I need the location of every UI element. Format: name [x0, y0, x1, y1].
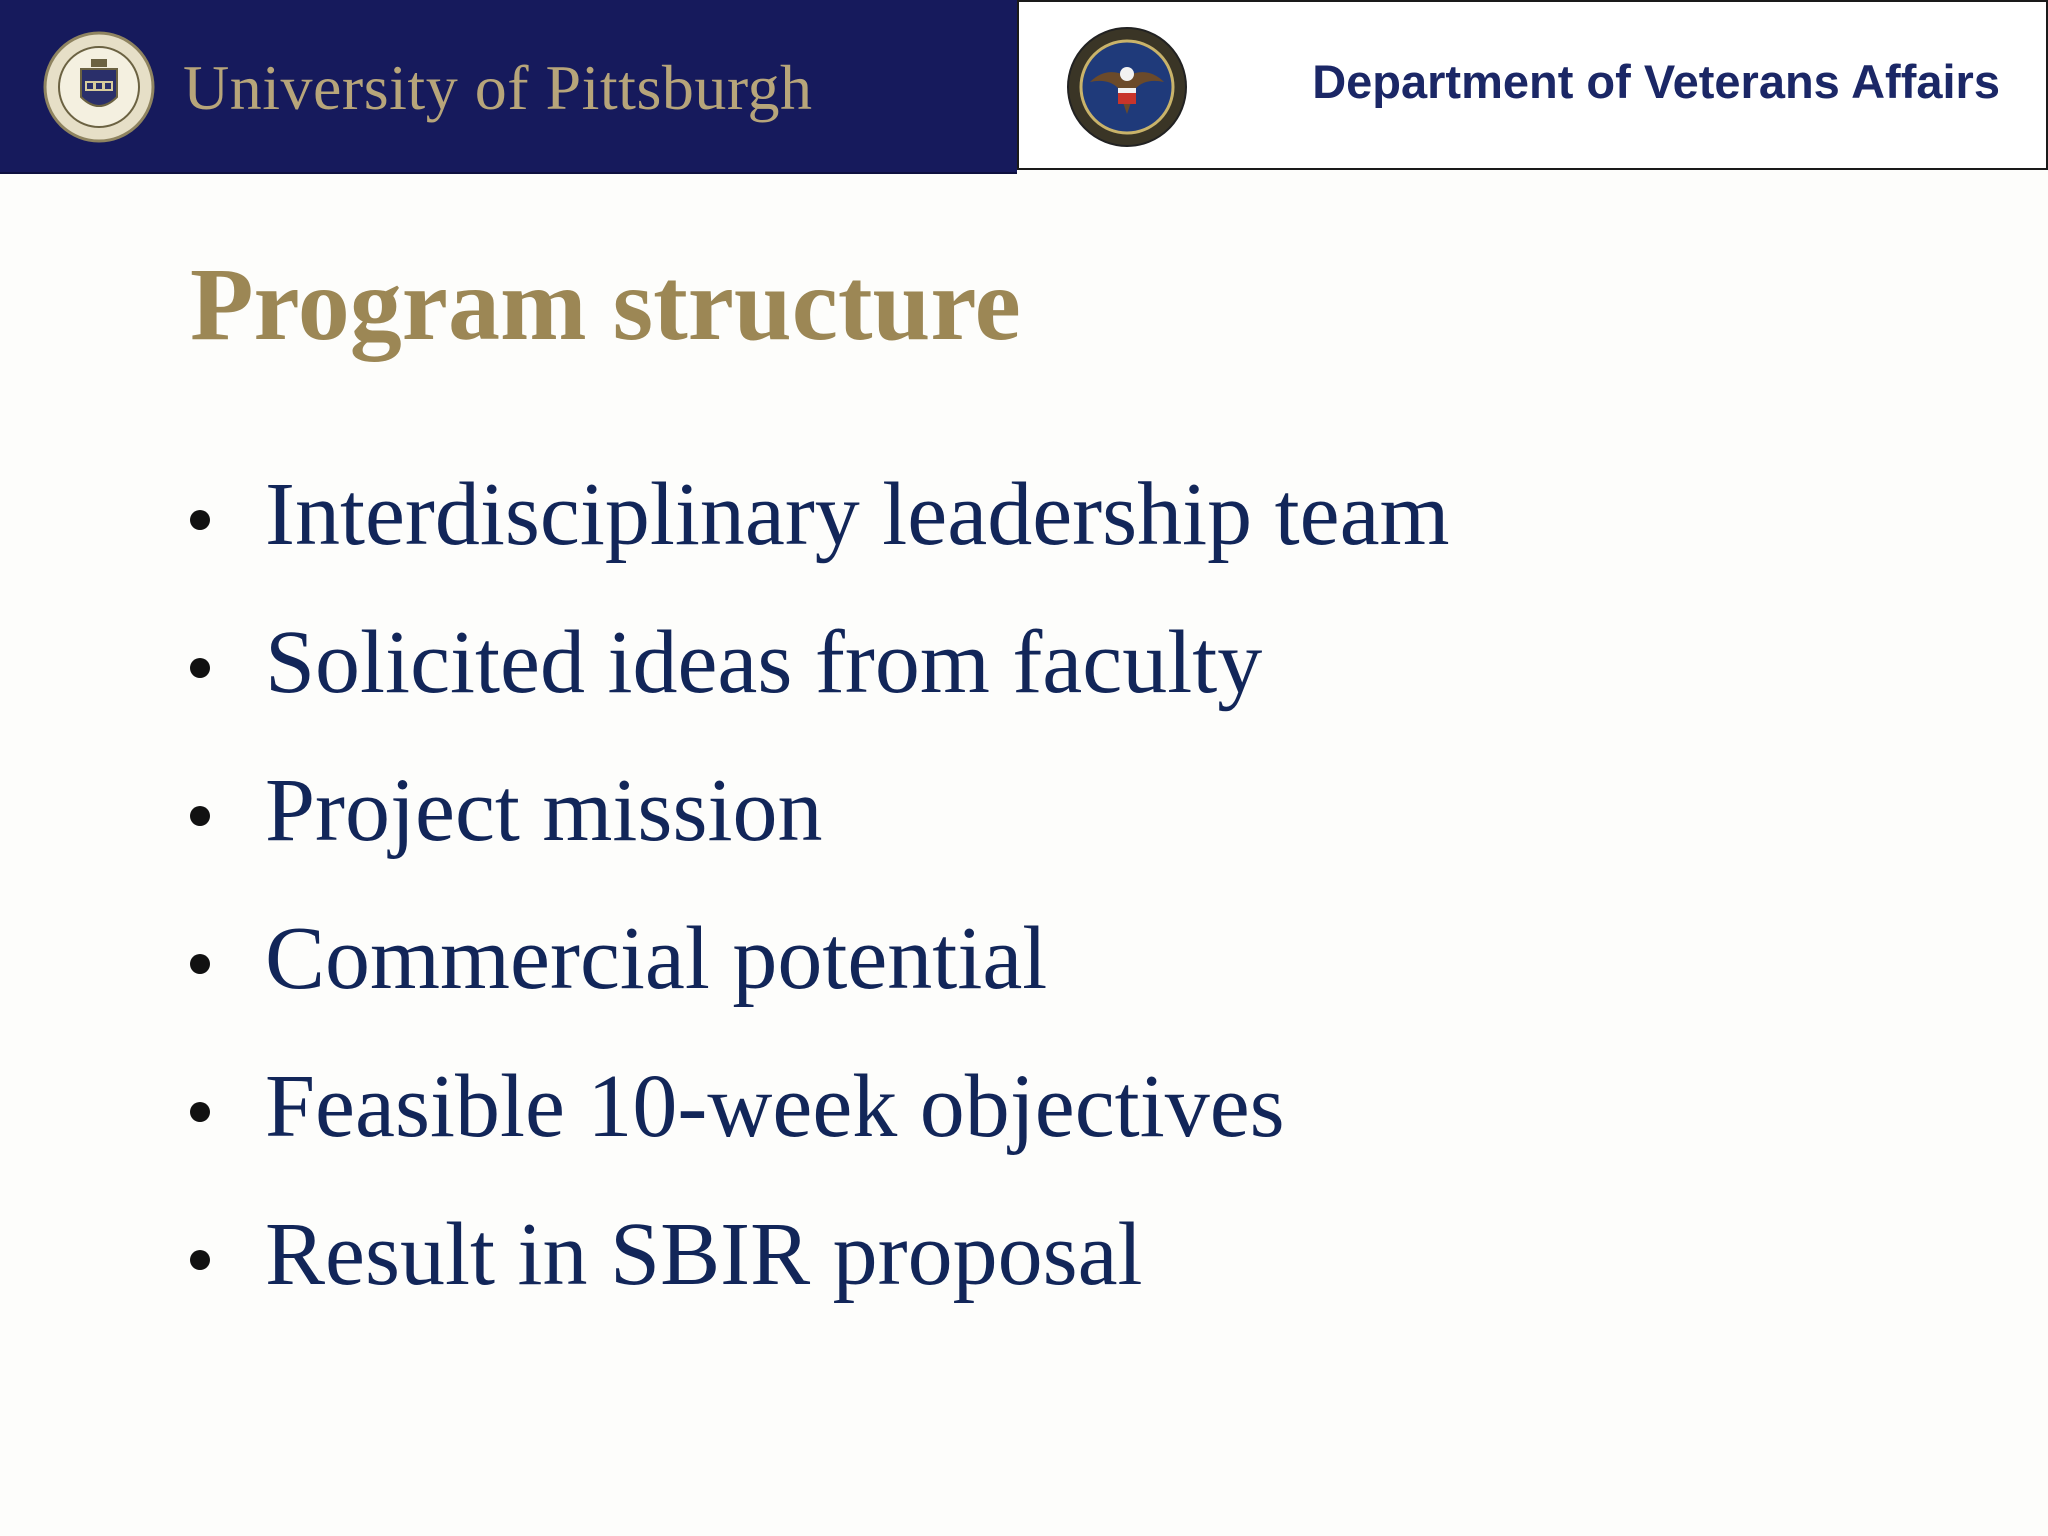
- university-name: University of Pittsburgh: [183, 52, 813, 123]
- bullet-text: Result in SBIR proposal: [265, 1205, 1143, 1304]
- bullet-icon: [190, 806, 210, 826]
- bullet-icon: [190, 1102, 210, 1122]
- bullet-icon: [190, 954, 210, 974]
- bullet-text: Interdisciplinary leadership team: [265, 465, 1450, 564]
- va-seal-icon: [1066, 26, 1188, 148]
- bullet-icon: [190, 658, 210, 678]
- va-banner: [1017, 0, 2048, 170]
- bullet-text: Commercial potential: [265, 909, 1048, 1008]
- bullet-icon: [190, 510, 210, 530]
- university-banner: [0, 0, 1017, 174]
- va-name: Department of Veterans Affairs: [1312, 55, 2000, 108]
- university-seal-icon: [43, 31, 155, 143]
- bullet-icon: [190, 1250, 210, 1270]
- bullet-text: Project mission: [265, 761, 823, 860]
- bullet-text: Solicited ideas from faculty: [265, 613, 1263, 712]
- slide-header: [0, 0, 2048, 172]
- slide-title: Program structure: [190, 247, 1021, 362]
- bullet-text: Feasible 10-week objectives: [265, 1057, 1285, 1156]
